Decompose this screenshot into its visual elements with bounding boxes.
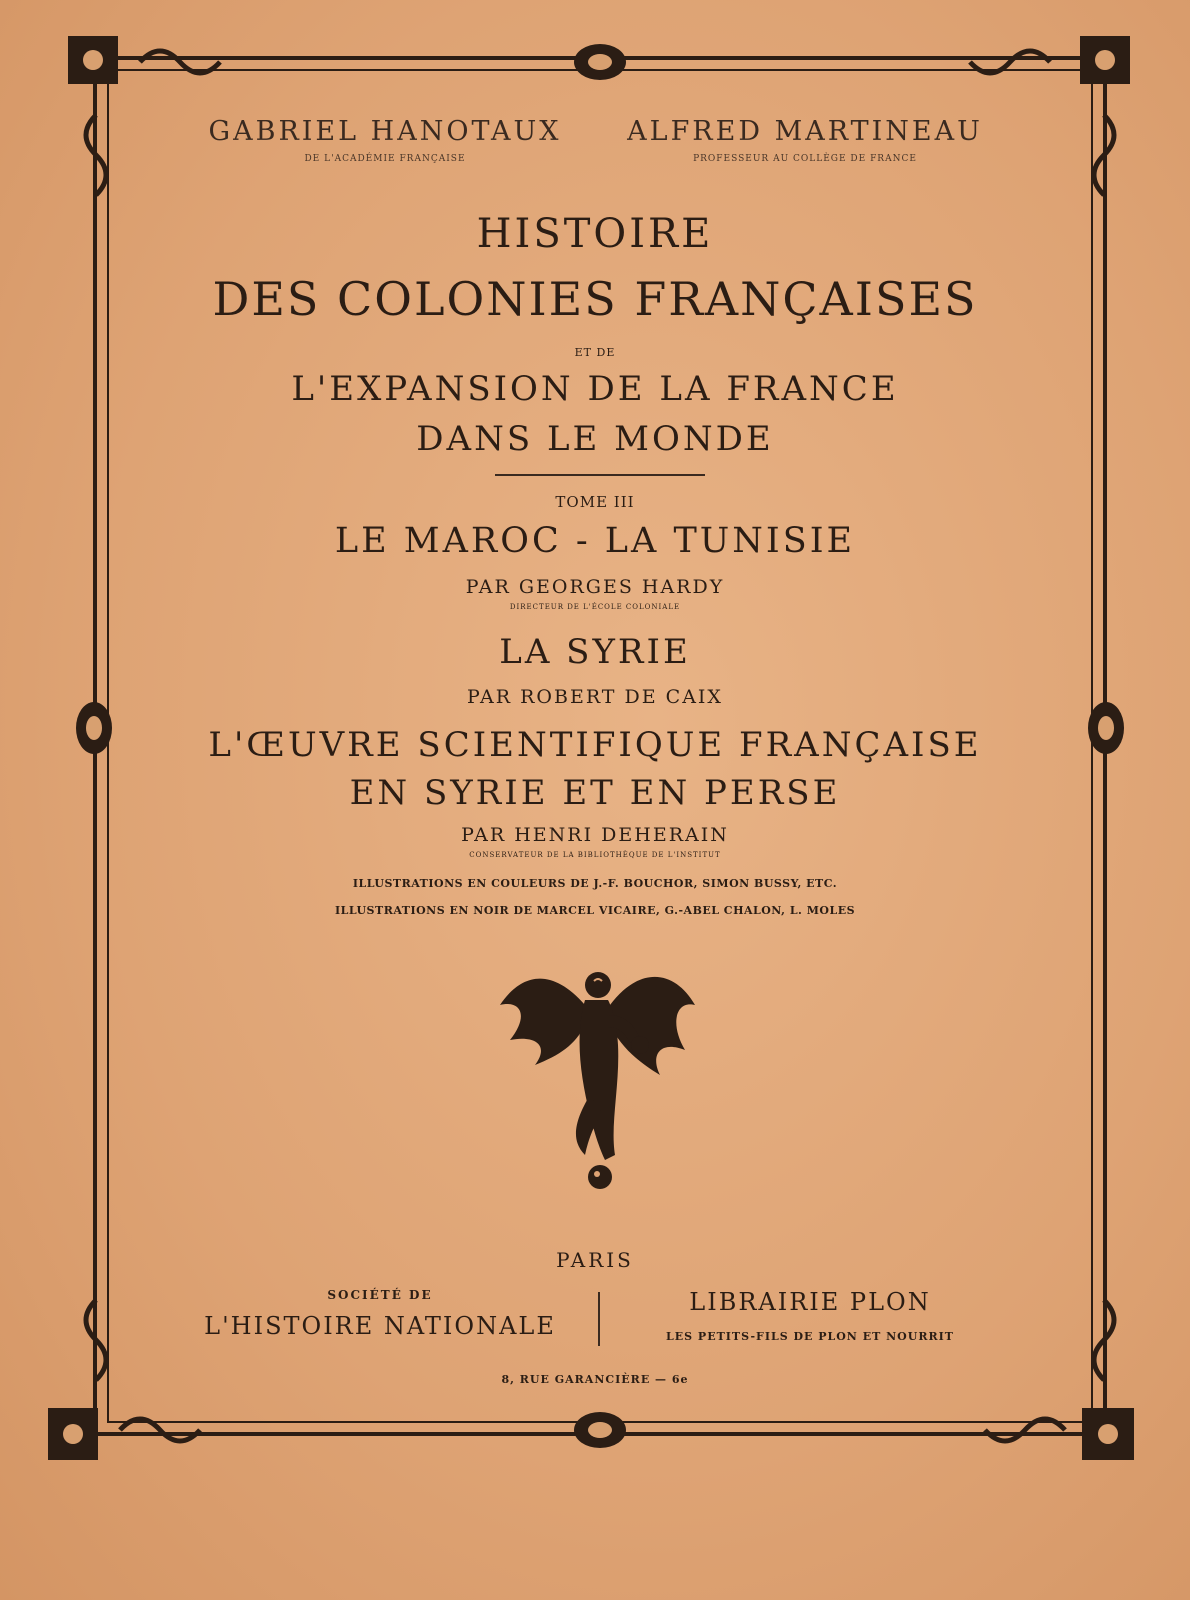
title-divider <box>495 474 705 476</box>
illustrations-bw: ILLUSTRATIONS EN NOIR DE MARCEL VICAIRE, G.-ABEL CHALON, L. MOLES <box>334 904 856 917</box>
illustrations-color: ILLUSTRATIONS EN COULEURS DE J.-F. BOUCHOR, SIMON BUSSY, ETC. <box>352 877 838 890</box>
section-title-oeuvre-line-2: EN SYRIE ET EN PERSE <box>349 773 841 813</box>
publisher-right-small: LES PETITS-FILS DE PLON ET NOURRIT <box>666 1330 954 1343</box>
author-name: ALFRED MARTINEAU <box>627 116 983 147</box>
imprint-city: PARIS <box>556 1248 634 1272</box>
author-hanotaux <box>175 118 595 164</box>
title-connector: ET DE <box>574 346 616 359</box>
imprint-address: 8, RUE GARANCIÈRE — 6e <box>501 1373 689 1386</box>
section-title-oeuvre-line-1: L'ŒUVRE SCIENTIFIQUE FRANÇAISE <box>208 725 982 765</box>
author-name: GABRIEL HANOTAUX <box>208 116 562 147</box>
publisher-left <box>170 1288 590 1340</box>
section-author: PAR HENRI DEHERAIN <box>461 824 729 846</box>
title-line-2: DES COLONIES FRANÇAISES <box>212 272 978 326</box>
authors-row <box>0 118 1190 188</box>
author-affiliation: DE L'ACADÉMIE FRANÇAISE <box>304 154 466 164</box>
author-affiliation: PROFESSEUR AU COLLÈGE DE FRANCE <box>693 154 917 164</box>
winged-angel-icon <box>490 945 700 1195</box>
publisher-left-small: SOCIÉTÉ DE <box>327 1288 433 1302</box>
section-title-syrie: LA SYRIE <box>499 632 691 672</box>
author-martineau <box>595 118 1015 164</box>
title-line-3: L'EXPANSION DE LA FRANCE <box>291 369 899 409</box>
publisher-left-name: L'HISTOIRE NATIONALE <box>204 1312 556 1340</box>
section-author-affiliation: CONSERVATEUR DE LA BIBLIOTHÈQUE DE L'INSTITUT <box>469 851 721 859</box>
section-author-affiliation: DIRECTEUR DE L'ÉCOLE COLONIALE <box>509 603 681 611</box>
volume-label: TOME III <box>555 493 635 511</box>
section-title-maroc-tunisie: LE MAROC - LA TUNISIE <box>334 521 856 561</box>
title-line-4: DANS LE MONDE <box>416 419 774 459</box>
title-line-1: HISTOIRE <box>476 211 714 257</box>
section-author: PAR ROBERT DE CAIX <box>467 686 723 708</box>
publisher-right-name: LIBRAIRIE PLON <box>689 1288 931 1316</box>
publisher-right <box>600 1288 1020 1343</box>
section-author: PAR GEORGES HARDY <box>465 576 725 598</box>
